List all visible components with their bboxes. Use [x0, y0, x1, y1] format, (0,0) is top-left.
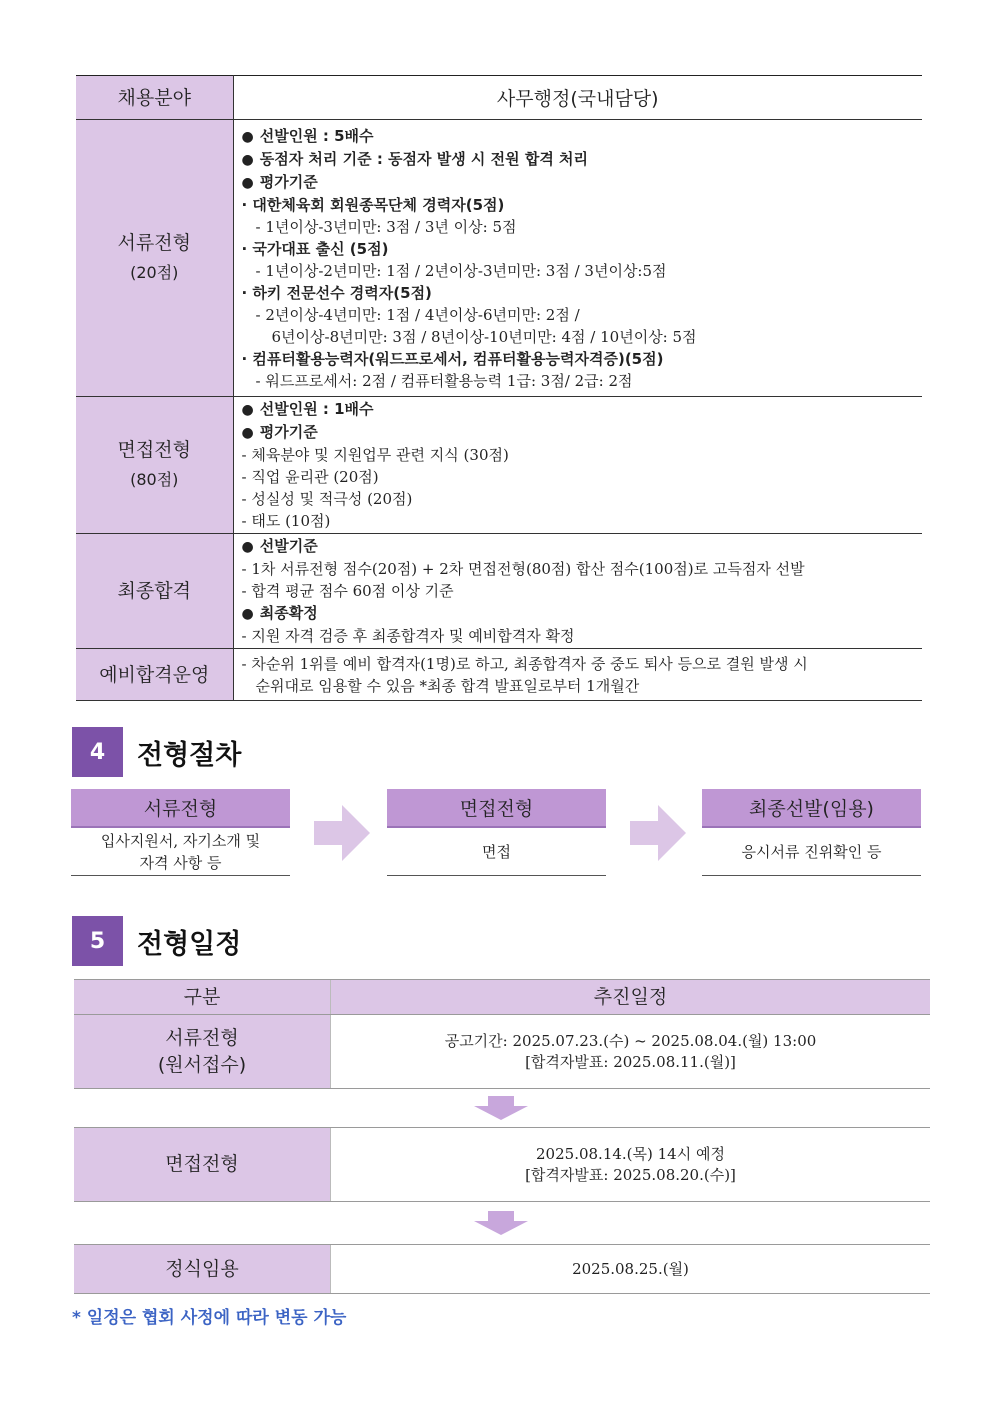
content-line: · 하키 전문선수 경력자(5점) — [241, 283, 432, 302]
doc-screening-lines — [242, 125, 915, 392]
bullet-icon: ● — [241, 174, 254, 191]
process-step-final — [702, 789, 921, 876]
table-header-row — [76, 76, 922, 120]
content-line — [242, 535, 915, 558]
schedule-row-value: 2025.08.14.(목) 14시 예정 [합격자발표: 2025.08.20.(수)] — [525, 1144, 736, 1184]
bullet-text: 평가기준 — [259, 172, 318, 191]
schedule-row-label: 면접전형 — [74, 1128, 331, 1201]
section-number: 5 — [72, 916, 123, 966]
content-line: - 1년이상-3년미만: 3점 / 3년 이상: 5점 — [255, 217, 517, 236]
content-line: - 1년이상-2년미만: 1점 / 2년이상-3년미만: 3점 / 3년이상:5점 — [255, 261, 667, 280]
schedule-header-date: 추진일정 — [331, 980, 930, 1014]
step-body: 입사지원서, 자기소개 및 자격 사항 등 — [71, 828, 290, 876]
arrow-down-icon — [474, 1211, 528, 1235]
doc-screening-title: 서류전형 — [117, 232, 191, 254]
content-line: - 성실성 및 적극성 (20점) — [241, 490, 413, 508]
doc-screening-row — [76, 120, 922, 397]
content-line: - 차순위 1위를 예비 합격자(1명)로 하고, 최종합격자 중 중도 퇴사 등으로 결원 발생 시 — [241, 654, 808, 673]
step-body: 면접 — [387, 828, 606, 876]
content-line — [242, 171, 915, 194]
doc-screening-points: (20점) — [130, 263, 179, 282]
bullet-text: 선발기준 — [259, 537, 318, 555]
bullet-icon: ● — [241, 539, 254, 555]
interview-row — [76, 397, 922, 534]
schedule-row-value: 공고기간: 2025.07.23.(수) ~ 2025.08.04.(월) 13:00 [합격자발표: 2025.08.11.(월)] — [444, 1031, 817, 1071]
schedule-row-appointment — [74, 1244, 930, 1294]
interview-label — [76, 397, 233, 534]
final-pass-label: 최종합격 — [76, 534, 233, 649]
process-step-document — [71, 789, 290, 876]
step-title: 최종선발(임용) — [702, 789, 921, 828]
interview-lines — [242, 398, 915, 532]
content-line — [242, 148, 915, 171]
section-4-header — [72, 727, 241, 777]
content-line: - 체육분야 및 지원업무 관련 지식 (30점) — [241, 446, 509, 464]
bullet-text: 최종확정 — [259, 604, 318, 622]
content-line — [242, 125, 915, 148]
content-line — [242, 602, 915, 625]
step-title: 면접전형 — [387, 789, 606, 828]
arrow-right-icon — [630, 805, 686, 861]
schedule-header-row — [74, 979, 930, 1015]
schedule-row-interview — [74, 1127, 930, 1202]
content-line: - 2년이상-4년미만: 1점 / 4년이상-6년미만: 2점 / — [255, 305, 580, 324]
arrow-down-icon — [474, 1096, 528, 1120]
section-title: 전형일정 — [137, 928, 242, 960]
schedule-row-value: 2025.08.25.(월) — [572, 1259, 689, 1278]
bullet-text: 선발인원 : 5배수 — [259, 126, 374, 145]
final-pass-lines — [242, 535, 915, 647]
field-value: 사무행정(국내담당) — [233, 76, 922, 120]
interview-title: 면접전형 — [117, 439, 191, 461]
section-number: 4 — [72, 727, 123, 777]
bullet-text: 동점자 처리 기준 : 동점자 발생 시 전원 합격 처리 — [259, 149, 589, 168]
bullet-icon: ● — [241, 151, 254, 168]
recruitment-criteria-table — [76, 75, 922, 701]
process-step-interview — [387, 789, 606, 876]
content-line: - 태도 (10점) — [241, 512, 331, 530]
step-body: 응시서류 진위확인 등 — [702, 828, 921, 876]
schedule-header-category: 구분 — [74, 980, 331, 1014]
content-line: · 컴퓨터활용능력자(워드프로세서, 컴퓨터활용능력자격증)(5점) — [241, 349, 664, 368]
interview-content — [233, 397, 922, 534]
reserve-content — [233, 649, 922, 701]
content-line: - 1차 서류전형 점수(20점) + 2차 면접전형(80점) 합산 점수(100점)로 고득점자 선발 — [241, 560, 805, 578]
bullet-icon: ● — [241, 128, 254, 145]
content-line: - 합격 평균 점수 60점 이상 기준 — [241, 582, 454, 600]
content-line: 순위대로 임용할 수 있음 *최종 합격 발표일로부터 1개월간 — [255, 676, 640, 695]
content-line: 6년이상-8년미만: 3점 / 8년이상-10년미만: 4점 / 10년이상: 5점 — [271, 327, 697, 346]
section-5-header — [72, 916, 241, 966]
content-line: · 국가대표 출신 (5점) — [241, 239, 389, 258]
step-title: 서류전형 — [71, 789, 290, 828]
schedule-row-label: 서류전형 (원서접수) — [74, 1015, 331, 1088]
bullet-text: 선발인원 : 1배수 — [259, 400, 374, 418]
field-label: 채용분야 — [76, 76, 233, 120]
section-title: 전형절차 — [137, 739, 242, 771]
doc-screening-label — [76, 120, 233, 397]
final-pass-content — [233, 534, 922, 649]
arrow-right-icon — [314, 805, 370, 861]
content-line — [242, 398, 915, 421]
reserve-lines — [242, 653, 915, 697]
schedule-row-label: 정식임용 — [74, 1245, 331, 1293]
interview-points: (80점) — [130, 470, 179, 489]
schedule-note: * 일정은 협회 사정에 따라 변동 가능 — [72, 1308, 347, 1328]
content-line — [242, 421, 915, 444]
content-line: - 지원 자격 검증 후 최종합격자 및 예비합격자 확정 — [241, 627, 575, 645]
bullet-icon: ● — [241, 425, 254, 441]
final-pass-row — [76, 534, 922, 649]
content-line: - 워드프로세서: 2점 / 컴퓨터활용능력 1급: 3점/ 2급: 2점 — [255, 371, 633, 390]
bullet-icon: ● — [241, 606, 254, 622]
content-line: · 대한체육회 회원종목단체 경력자(5점) — [241, 195, 505, 214]
bullet-icon: ● — [241, 402, 254, 418]
doc-screening-content — [233, 120, 922, 397]
reserve-row — [76, 649, 922, 701]
content-line: - 직업 윤리관 (20점) — [241, 468, 379, 486]
reserve-label: 예비합격운영 — [76, 649, 233, 701]
schedule-row-document — [74, 1014, 930, 1089]
bullet-text: 평가기준 — [259, 423, 318, 441]
